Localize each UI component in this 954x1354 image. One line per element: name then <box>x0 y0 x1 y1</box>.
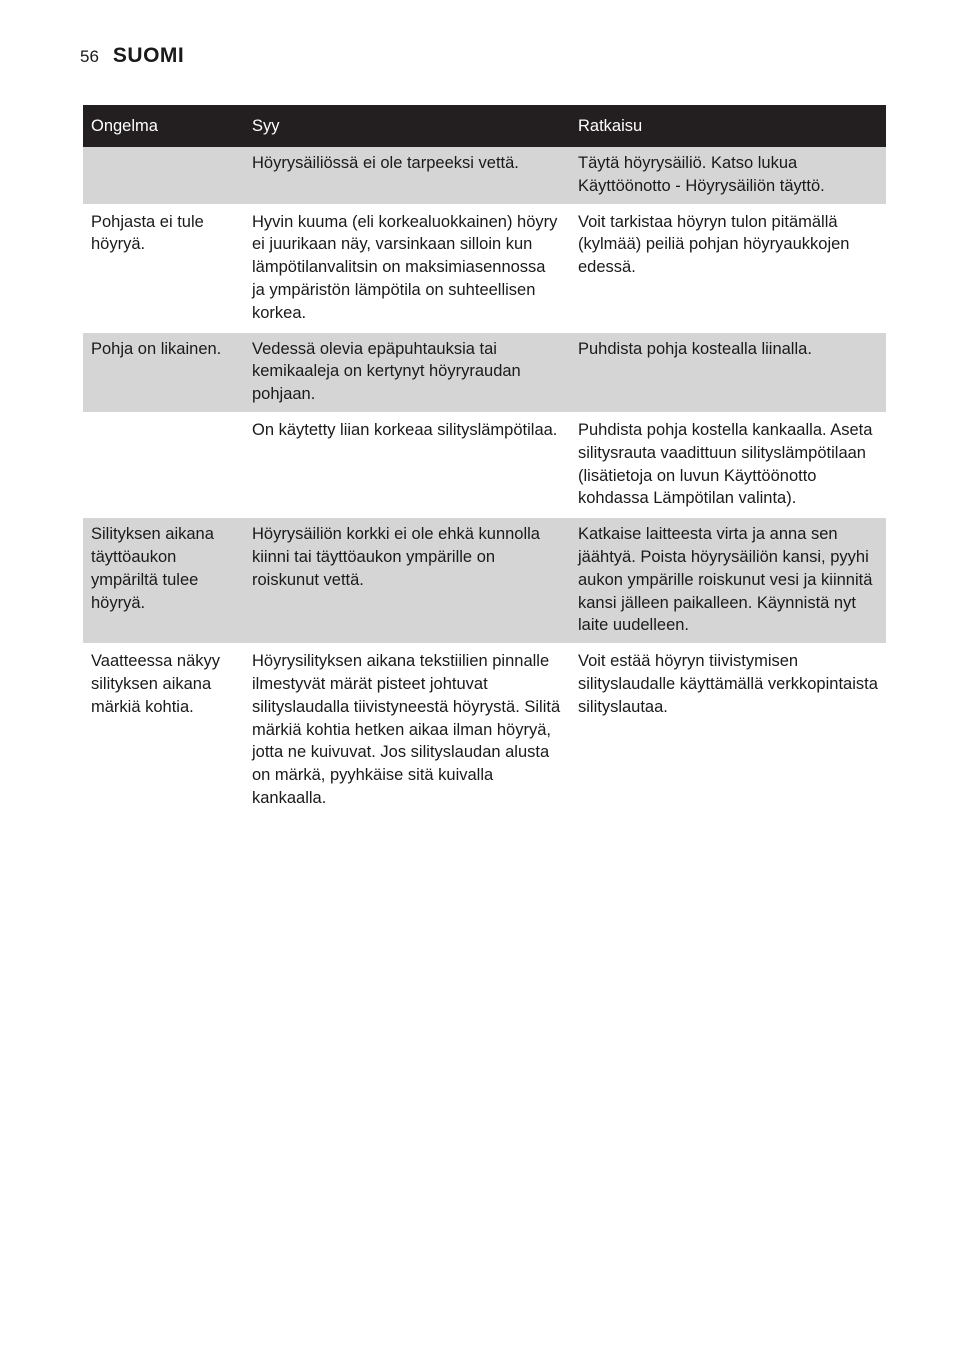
troubleshooting-table <box>83 105 886 818</box>
cell-cause: On käytetty liian korkeaa silityslämpötilaa. <box>244 413 570 517</box>
table-row <box>83 205 886 332</box>
cell-problem: Pohjasta ei tule höyryä. <box>83 205 244 332</box>
page-number: 56 <box>80 47 99 66</box>
column-header-cause: Syy <box>244 105 570 147</box>
cell-solution: Puhdista pohja kostealla liinalla. <box>570 332 886 413</box>
cell-cause: Höyrysilityksen aikana tekstiilien pinnalle ilmestyvät märät pisteet johtuvat silityslaudalla tiivistyneestä höyrystä. Silitä märkiä kohtia hetken aikaa ilman höyryä, jotta ne kuivuvat. Jos silityslaudan alusta on märkä, pyyhkäise sitä kuivalla kankaalla. <box>244 644 570 817</box>
page-header <box>80 44 184 68</box>
cell-problem: Silityksen aikana täyttöaukon ympäriltä tulee höyryä. <box>83 517 244 644</box>
cell-cause: Höyrysäiliössä ei ole tarpeeksi vettä. <box>244 147 570 205</box>
table-row <box>83 413 886 517</box>
cell-solution: Puhdista pohja kostella kankaalla. Aseta silitysrauta vaadittuun silityslämpötilaan (lisätietoja on luvun Käyttöönotto kohdassa Lämpötilan valinta). <box>570 413 886 517</box>
cell-cause: Höyrysäiliön korkki ei ole ehkä kunnolla kiinni tai täyttöaukon ympärille on roiskunut vettä. <box>244 517 570 644</box>
cell-solution: Katkaise laitteesta virta ja anna sen jäähtyä. Poista höyrysäiliön kansi, pyyhi aukon ympärille roiskunut vesi ja kiinnitä kansi jälleen paikalleen. Käynnistä nyt laite uudelleen. <box>570 517 886 644</box>
cell-solution: Voit tarkistaa höyryn tulon pitämällä (kylmää) peiliä pohjan höyryaukkojen edessä. <box>570 205 886 332</box>
cell-cause: Vedessä olevia epäpuhtauksia tai kemikaaleja on kertynyt höyryraudan pohjaan. <box>244 332 570 413</box>
column-header-solution: Ratkaisu <box>570 105 886 147</box>
cell-problem: Pohja on likainen. <box>83 332 244 413</box>
page-language-title: SUOMI <box>112 44 185 67</box>
cell-solution: Voit estää höyryn tiivistymisen silityslaudalle käyttämällä verkkopintaista silityslautaa. <box>570 644 886 817</box>
column-header-problem: Ongelma <box>83 105 244 147</box>
table-row <box>83 644 886 817</box>
table-header-row <box>83 105 886 147</box>
table-row <box>83 332 886 413</box>
cell-solution: Täytä höyrysäiliö. Katso lukua Käyttöönotto - Höyrysäiliön täyttö. <box>570 147 886 205</box>
cell-cause: Hyvin kuuma (eli korkealuokkainen) höyry ei juurikaan näy, varsinkaan silloin kun lämpötilanvalitsin on maksimiasennossa ja ympäristön lämpötila on suhteellisen korkea. <box>244 205 570 332</box>
cell-problem <box>83 413 244 517</box>
cell-problem: Vaatteessa näkyy silityksen aikana märkiä kohtia. <box>83 644 244 817</box>
table-row <box>83 147 886 205</box>
cell-problem <box>83 147 244 205</box>
table-row <box>83 517 886 644</box>
